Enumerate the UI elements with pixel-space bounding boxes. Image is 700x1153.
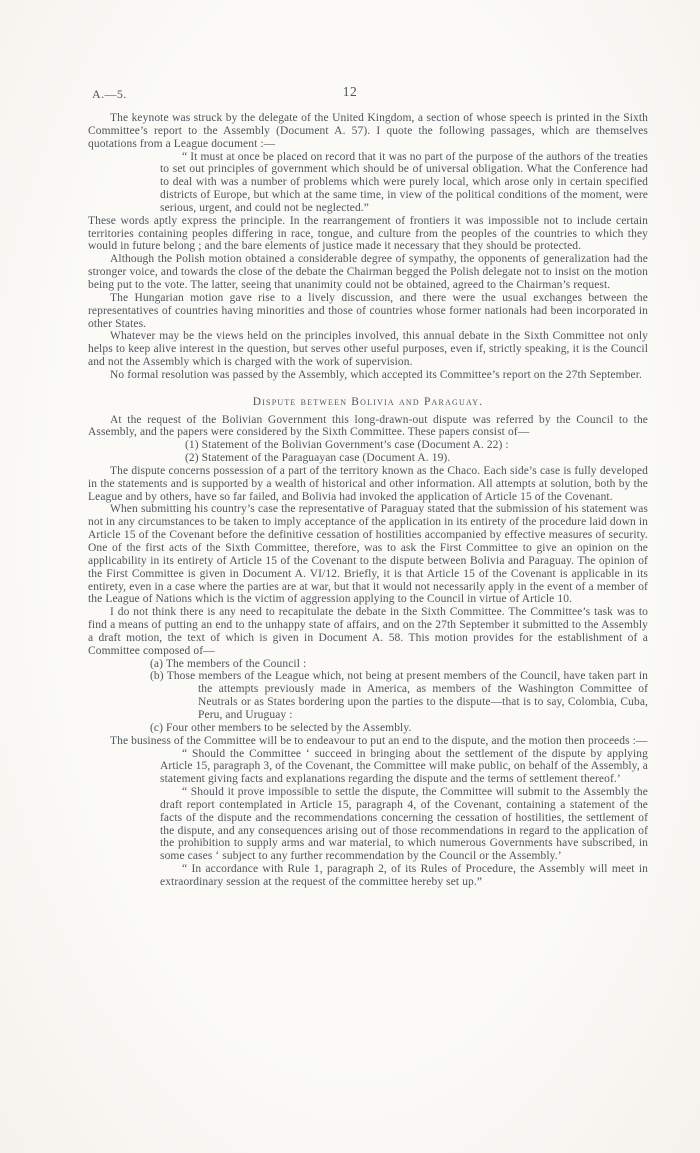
paragraph-principle: These words aptly express the principle. In the rearrangement of frontiers it was impossible not to include certain territories containing peoples differing in race, tongue, and culture from the peoples of the countries to which they would in future belong ; and the bare elements of justice made it necessary that they should be protected. <box>88 214 648 253</box>
block-quote-rule-1: “ In accordance with Rule 1, paragraph 2, of its Rules of Procedure, the Assembly will meet in extraordinary session at the request of the committee hereby set up.” <box>160 863 648 888</box>
paragraph-polish-motion: Although the Polish motion obtained a considerable degree of sympathy, the opponents of generalization had the stronger voice, and towards the close of the debate the Chairman begged the Polish delegate not to insist on the motion being put to the vote. The latter, seeing that unanimity could not be obtained, agreed to the Chairman’s request. <box>88 253 648 291</box>
page-header <box>88 84 648 102</box>
paragraph-paraguay-submission: When submitting his country’s case the representative of Paraguay stated that the submission of his statement was not in any circumstances to be taken to imply acceptance of the application in its entirety of the procedure laid down in Article 15 of the Covenant before the definitive cessation of hostilities accompanied by effective measures of security. One of the first acts of the Sixth Committee, therefore, was to ask the First Committee to give an opinion on the applicability in its entirety of Article 15 of the Covenant to the dispute between Bolivia and Paraguay. The opinion of the First Committee is given in Document A. VI/12. Briefly, it is that Article 15 of the Covenant is applicable in its entirety, even in a case where the parties are at war, but that it would not necessarily apply in the event of a member of the League of Nations which is the victim of aggression applying to the Council in virtue of Article 10. <box>88 503 648 606</box>
list-item-statement-1: (1) Statement of the Bolivian Government’s case (Document A. 22) : <box>185 439 509 452</box>
list-item-c: (c) Four other members to be selected by the Assembly. <box>150 721 412 734</box>
paragraph-sixth-committee-debate: Whatever may be the views held on the principles involved, this annual debate in the Sixth Committee not only helps to keep alive interest in the question, but serves other useful purposes, even if, strictly speaking, it is the Council and not the Assembly which is charged with the work of supervision. <box>88 330 648 369</box>
paragraph-no-resolution: No formal resolution was passed by the Assembly, which accepted its Committee’s report on the 27th September. <box>110 368 643 381</box>
paragraph-hungarian-motion: The Hungarian motion gave rise to a lively discussion, and there were the usual exchanges between the representatives of countries having minorities and those of countries whose former nationals had been incorporated in other States. <box>88 291 648 330</box>
document-reference: A.—5. <box>92 87 127 101</box>
paragraph-request: At the request of the Bolivian Government this long-drawn-out dispute was referred by the Council to the Assembly, and the papers were considered by the Sixth Committee. These papers consist of— <box>88 413 648 439</box>
block-quote-treaties: “ It must at once be placed on record that it was no part of the purpose of the authors of the treaties to set out principles of government which should be of universal obligation. What the Conference had to deal with was a number of problems which were purely local, which arose only in certain specified districts of Europe, but which at the same time, in view of the political conditions of the moment, were serious, urgent, and could not be neglected.” <box>160 150 648 214</box>
block-quote-settlement: “ Should the Committee ‘ succeed in bringing about the settlement of the dispute by applying Article 15, paragraph 3, of the Covenant, the Committee will make public, on behalf of the Assembly, a statement giving facts and explanations regarding the dispute and the terms of settlement thereof.’ <box>160 747 648 786</box>
list-item-statement-2: (2) Statement of the Paraguayan case (Document A. 19). <box>185 452 451 465</box>
block-quote-impossible: “ Should it prove impossible to settle the dispute, the Committee will submit to the Assembly the draft report contemplated in Article 15, paragraph 4, of the Covenant, containing a statement of the facts of the dispute and the recommendations concerning the cessation of hostilities, the settlement of the dispute, and any consequences arising out of those recommendations in regard to the application of the prohibition to supply arms and war material, to which numerous Governments have subscribed, in some cases ‘ subject to any further recommendation by the Council or the Assembly.’ <box>160 786 648 863</box>
page-content <box>88 84 648 889</box>
paragraph-committee-business: The business of the Committee will be to endeavour to put an end to the dispute, and the motion then proceeds :— <box>110 734 648 747</box>
paragraph-draft-motion: I do not think there is any need to recapitulate the debate in the Sixth Committee. The Committee’s task was to find a means of putting an end to the unhappy state of affairs, and on the 27th September it submitted to the Assembly a draft motion, the text of which is given in Document A. 58. This motion provides for the establishment of a Committee composed of— <box>88 606 648 657</box>
paragraph-keynote: The keynote was struck by the delegate of the United Kingdom, a section of whose speech is printed in the Sixth Committee’s report to the Assembly (Document A. 57). I quote the following passages, which are themselves quotations from a League document :— <box>88 112 648 150</box>
list-item-b: (b) Those members of the League which, not being at present members of the Council, have taken part in the attempts previously made in America, as members of the Washington Committee of Neutrals or as States bordering upon the parties to the dispute—that is to say, Colombia, Cuba, Peru, and Uruguay : <box>150 670 648 721</box>
list-item-a: (a) The members of the Council : <box>150 657 307 670</box>
document-body <box>88 112 648 889</box>
paragraph-chaco: The dispute concerns possession of a part of the territory known as the Chaco. Each side’s case is fully developed in the statements and is supported by a wealth of historical and other information. All attempts at solution, both by the League and by others, have so far failed, and Bolivia had invoked the application of Article 15 of the Covenant. <box>88 464 648 503</box>
page-number: 12 <box>342 84 358 99</box>
section-heading-bolivia-paraguay: Dispute between Bolivia and Paraguay. <box>252 395 484 408</box>
